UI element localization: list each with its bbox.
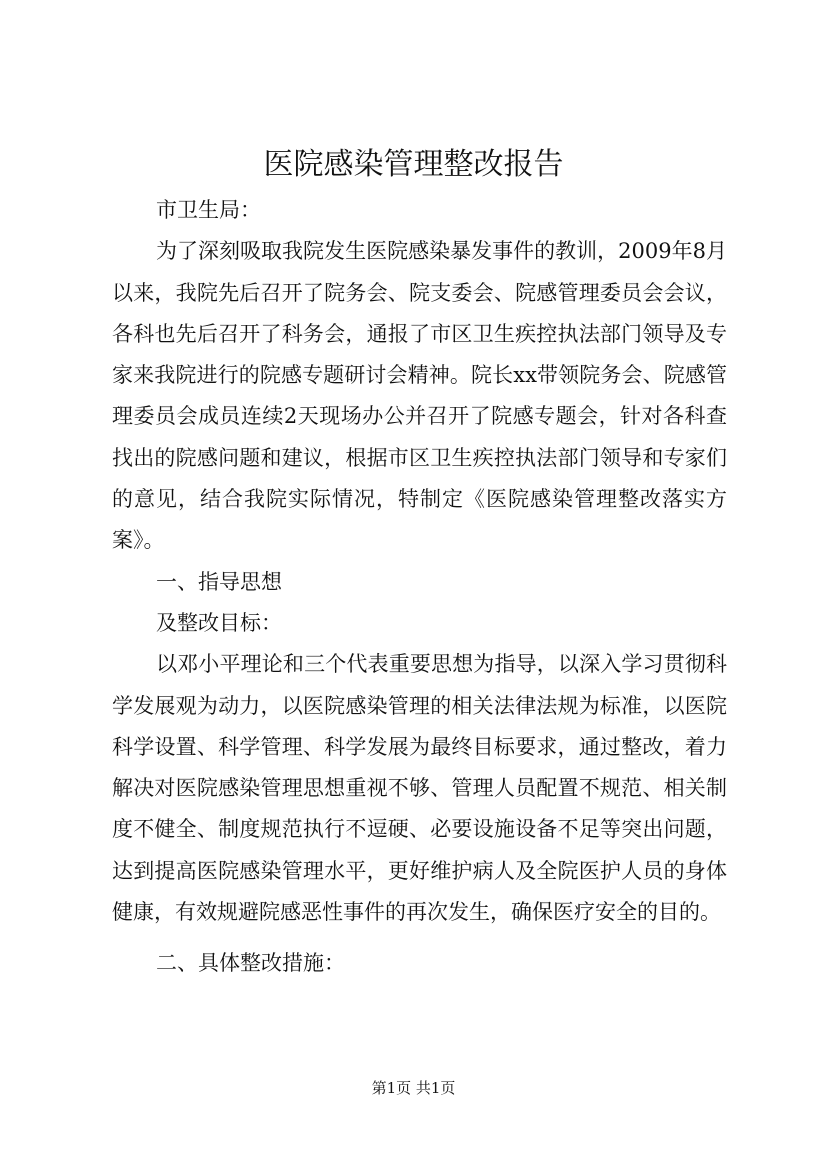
section-heading-measures: 二、具体整改措施： (156, 951, 345, 976)
page-footer: 第1页 共1页 (371, 1079, 456, 1097)
section-heading-guiding-ideology: 一、指导思想 (156, 569, 282, 594)
document-title: 医院感染管理整改报告 (263, 147, 564, 182)
salutation: 市卫生局： (156, 198, 261, 222)
intro-paragraph: 为了深刻吸取我院发生医院感染暴发事件的教训，2009年8月以来，我院先后召开了院务会、院支委会、院感管理委员会会议，各科也先后召开了科务会，通报了市区卫生疾控执法部门领导及专家来我院进行的院感专题研讨会精神。院长xx带领院务会、院感管理委员会成员连续2天现场办公并召开了院感专题会，针对各科查找出的院感问题和建议，根据市区卫生疾控执法部门领导和专家们的意见，结合我院实际情况，特制定《医院感染管理整改落实方案》。 (112, 239, 727, 553)
section-subheading-goals: 及整改目标： (156, 610, 282, 635)
guiding-ideology-paragraph: 以邓小平理论和三个代表重要思想为指导，以深入学习贯彻科学发展观为动力，以医院感染管理的相关法律法规为标准，以医院科学设置、科学管理、科学发展为最终目标要求，通过整改，着力解决对医院感染管理思想重视不够、管理人员配置不规范、相关制度不健全、制度规范执行不逗硬、必要设施设备不足等突出问题，达到提高医院感染管理水平，更好维护病人及全院医护人员的身体健康，有效规避院感恶性事件的再次发生，确保医疗安全的目的。 (112, 652, 727, 925)
document-body (112, 190, 727, 985)
